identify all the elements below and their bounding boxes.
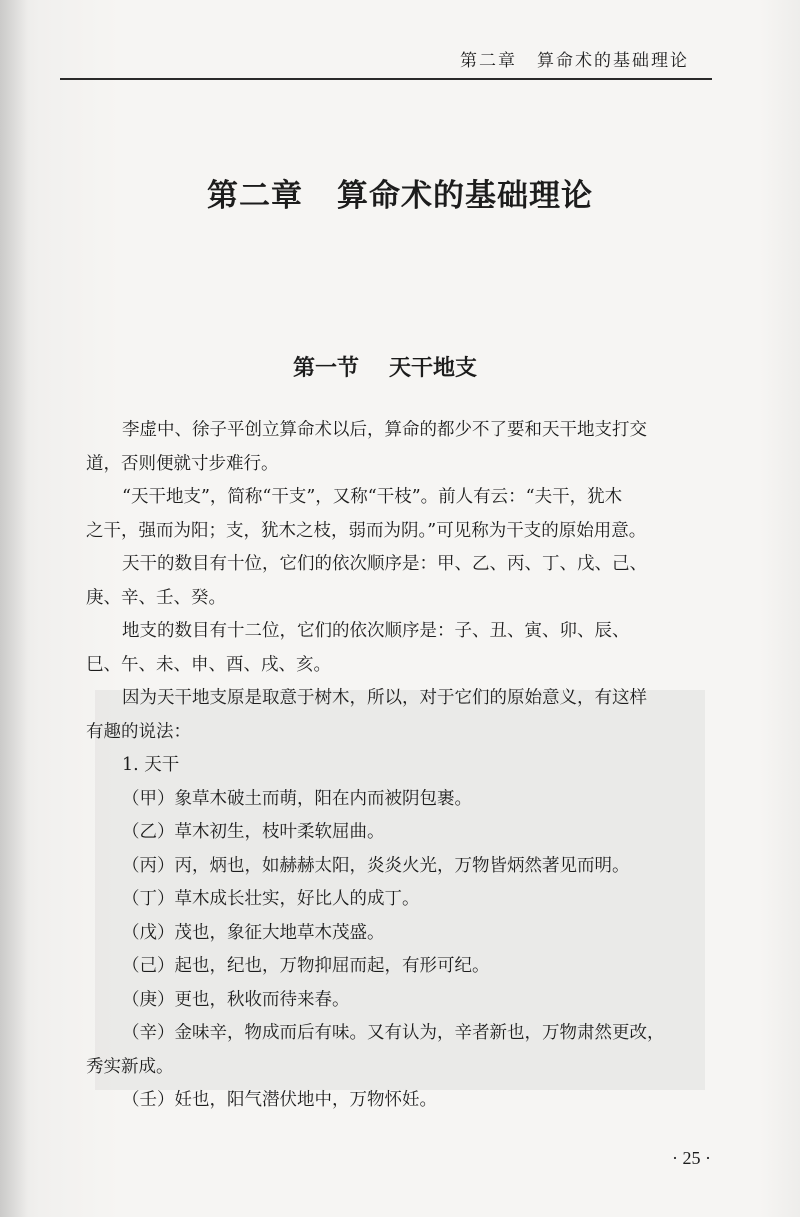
stem-line: （丁）草木成长壮实，好比人的成丁。 [122, 889, 420, 909]
running-head-title: 算命术的基础理论 [537, 51, 689, 71]
paragraph [86, 615, 706, 682]
paragraph-line: 巳、午、未、申、酉、戌、亥。 [86, 654, 331, 675]
stem-line: （壬）妊也，阳气潜伏地中，万物怀妊。 [122, 1090, 437, 1110]
chapter-number: 第二章 [207, 178, 303, 214]
paragraph [86, 414, 706, 481]
stem-entry [86, 1017, 706, 1084]
stem-line: （戊）茂也，象征大地草木茂盛。 [122, 922, 385, 943]
stem-line: （丙）丙，炳也，如赫赫太阳，炎炎火光，万物皆炳然著见而明。 [122, 855, 630, 876]
paragraph-line: 庚、辛、壬、癸。 [86, 587, 226, 608]
running-head [460, 46, 700, 71]
paragraph-line: 李虚中、徐子平创立算命术以后，算命的都少不了要和天干地支打交 [122, 420, 647, 440]
paragraph-line: 天干的数目有十位，它们的依次顺序是：甲、乙、丙、丁、戊、己、 [122, 554, 647, 574]
stem-line: （庚）更也，秋收而待来春。 [122, 989, 350, 1010]
stem-line: （辛）金味辛，物成而后有味。又有认为，辛者新也，万物肃然更改， [122, 1023, 665, 1043]
stem-entry [86, 984, 706, 1018]
body-text [86, 414, 706, 1118]
chapter-title [0, 170, 800, 215]
subheading-text: 1. 天干 [122, 755, 180, 775]
stem-entry [86, 883, 706, 917]
section-title-text: 天干地支 [389, 356, 478, 381]
stem-entry [86, 783, 706, 817]
paragraph-line: 因为天干地支原是取意于树木，所以，对于它们的原始意义，有这样 [122, 688, 647, 708]
paragraph-line: “天干地支”，简称“干支”，又称“干枝”。前人有云：“夫干，犹木 [122, 487, 623, 507]
header-rule [60, 78, 712, 80]
subheading [86, 749, 706, 783]
running-head-chapter: 第二章 [460, 51, 517, 71]
chapter-title-text: 算命术的基础理论 [337, 178, 593, 214]
stem-entry [86, 950, 706, 984]
section-number: 第一节 [292, 356, 359, 381]
section-title [0, 351, 770, 382]
stem-entry [86, 850, 706, 884]
paragraph [86, 682, 706, 749]
paragraph-line: 有趣的说法： [86, 721, 191, 742]
stem-line: （己）起也，纪也，万物抑屈而起，有形可纪。 [122, 956, 490, 976]
paragraph-line: 之干，强而为阳；支，犹木之枝，弱而为阴。”可见称为干支的原始用意。 [86, 520, 647, 541]
stem-entry [86, 1084, 706, 1118]
stem-line: （甲）象草木破土而萌，阳在内而被阴包裹。 [122, 788, 472, 809]
stem-entry [86, 917, 706, 951]
stem-entry [86, 816, 706, 850]
paragraph-line: 地支的数目有十二位，它们的依次顺序是：子、丑、寅、卯、辰、 [122, 621, 630, 641]
paragraph-line: 道，否则便就寸步难行。 [86, 453, 279, 474]
paragraph [86, 481, 706, 548]
stem-line: 秀实新成。 [86, 1056, 174, 1077]
stem-line: （乙）草木初生，枝叶柔软屈曲。 [122, 822, 385, 842]
page-number: · 25 · [672, 1148, 711, 1168]
paragraph [86, 548, 706, 615]
